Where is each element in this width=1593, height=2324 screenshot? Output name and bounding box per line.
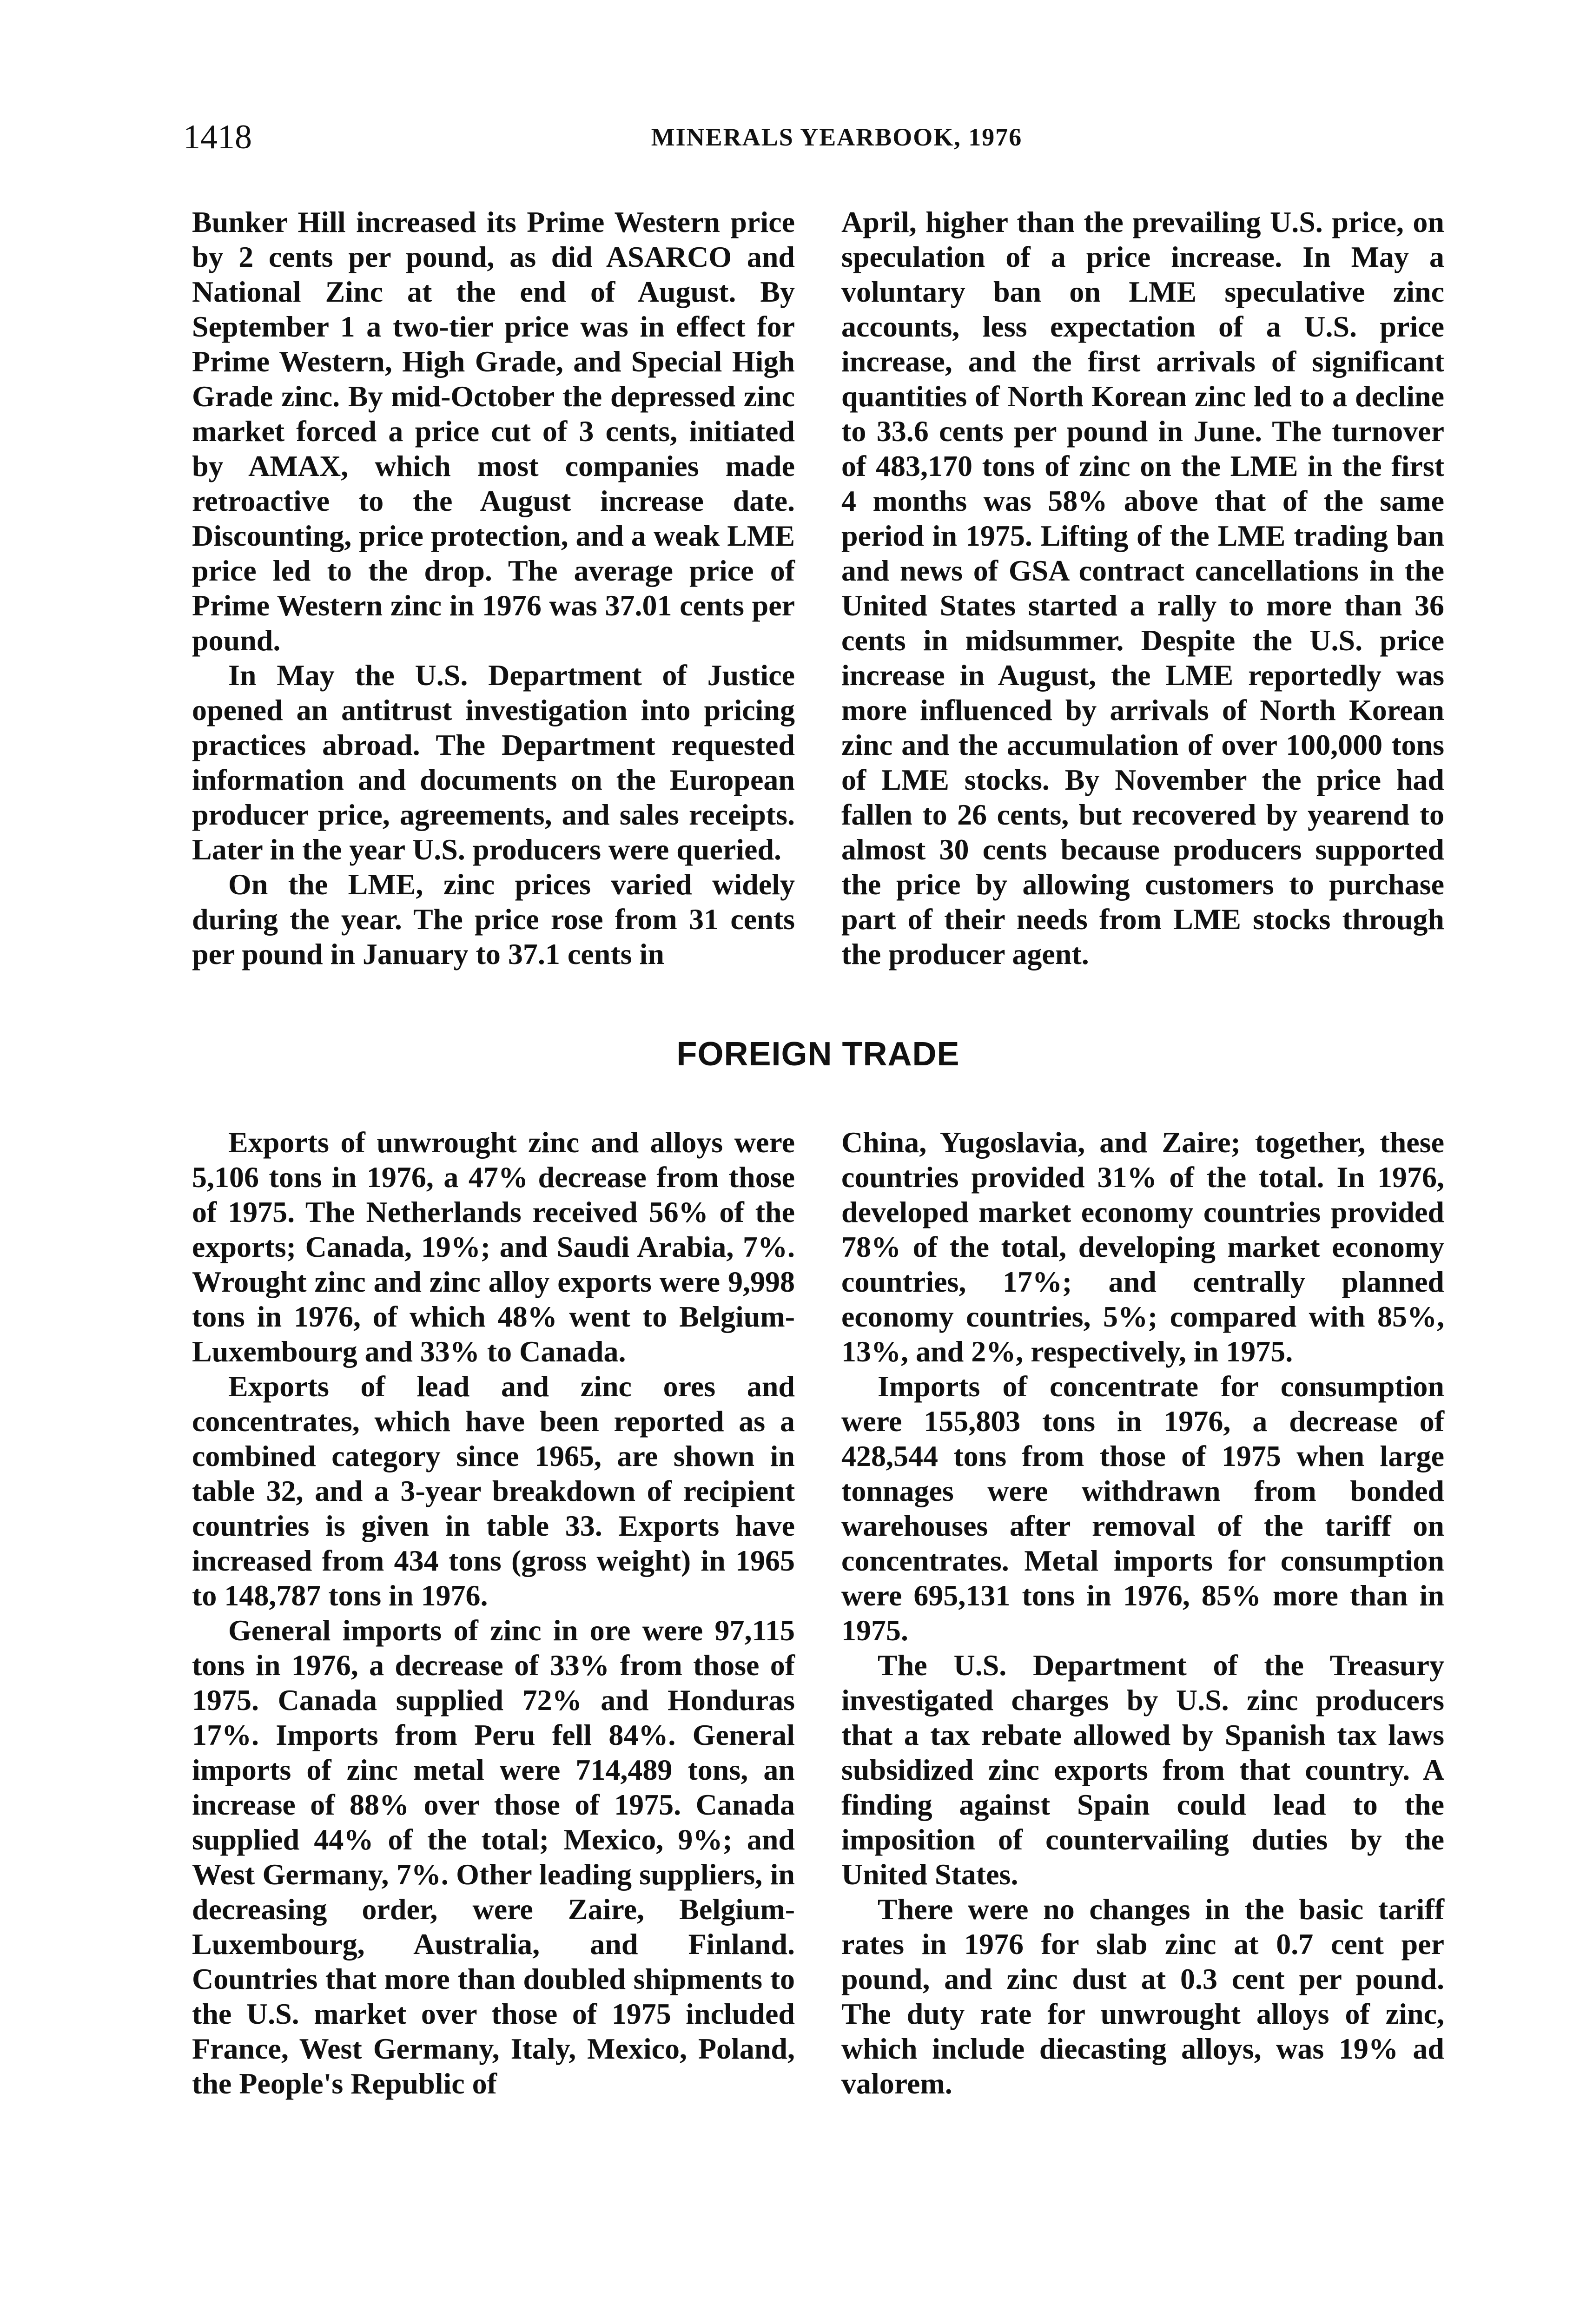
foreign-trade-left-column	[192, 1125, 795, 2101]
paragraph: Exports of lead and zinc ores and concentrates, which have been reported as a combined category since 1965, are shown in table 32, and a 3-year breakdown of recipient countries is given in table 33. Exports have increased from 434 tons (gross weight) in 1965 to 148,787 tons in 1976.	[192, 1370, 795, 1612]
prices-right-column	[841, 205, 1444, 971]
prices-left-column	[192, 205, 795, 971]
section-heading-foreign-trade: FOREIGN TRADE	[676, 1036, 960, 1073]
foreign-trade-right-column	[841, 1125, 1444, 2101]
running-title: MINERALS YEARBOOK, 1976	[651, 123, 1023, 151]
paragraph: There were no changes in the basic tariff rates in 1976 for slab zinc at 0.7 cent per pound, and zinc dust at 0.3 cent per pound. The duty rate for unwrought alloys of zinc, which include diecasting alloys, was 19% ad valorem.	[841, 1893, 1444, 2100]
paragraph: On the LME, zinc prices varied widely during the year. The price rose from 31 cents per pound in January to 37.1 cents in	[192, 868, 795, 971]
paragraph: Exports of unwrought zinc and alloys were 5,106 tons in 1976, a 47% decrease from those of 1975. The Netherlands received 56% of the exports; Canada, 19%; and Saudi Arabia, 7%. Wrought zinc and zinc alloy exports were 9,998 tons in 1976, of which 48% went to Belgium-Luxembourg and 33% to Canada.	[192, 1126, 795, 1368]
page-number: 1418	[183, 118, 252, 156]
paragraph: Imports of concentrate for consumption were 155,803 tons in 1976, a decrease of 428,544 tons from those of 1975 when large tonnages were withdrawn from bonded warehouses after removal of the tariff on concentrates. Metal imports for consumption were 695,131 tons in 1976, 85% more than in 1975.	[841, 1370, 1444, 1647]
paragraph: In May the U.S. Department of Justice opened an antitrust investigation into pricing practices abroad. The Department requested information and documents on the European producer price, agreements, and sales receipts. Later in the year U.S. producers were queried.	[192, 659, 795, 866]
paragraph: Bunker Hill increased its Prime Western price by 2 cents per pound, as did ASARCO and National Zinc at the end of August. By September 1 a two-tier price was in effect for Prime Western, High Grade, and Special High Grade zinc. By mid-October the depressed zinc market forced a price cut of 3 cents, initiated by AMAX, which most companies made retroactive to the August increase date. Discounting, price protection, and a weak LME price led to the drop. The average price of Prime Western zinc in 1976 was 37.01 cents per pound.	[192, 205, 795, 657]
paragraph: The U.S. Department of the Treasury investigated charges by U.S. zinc producers that a tax rebate allowed by Spanish tax laws subsidized zinc exports from that country. A finding against Spain could lead to the imposition of countervailing duties by the United States.	[841, 1649, 1444, 1891]
paragraph: April, higher than the prevailing U.S. price, on speculation of a price increase. In May a voluntary ban on LME speculative zinc accounts, less expectation of a U.S. price increase, and the first arrivals of significant quantities of North Korean zinc led to a decline to 33.6 cents per pound in June. The turnover of 483,170 tons of zinc on the LME in the first 4 months was 58% above that of the same period in 1975. Lifting of the LME trading ban and news of GSA contract cancellations in the United States started a rally to more than 36 cents in midsummer. Despite the U.S. price increase in August, the LME reportedly was more influenced by arrivals of North Korean zinc and the accumulation of over 100,000 tons of LME stocks. By November the price had fallen to 26 cents, but recovered by yearend to almost 30 cents because producers supported the price by allowing customers to purchase part of their needs from LME stocks through the producer agent.	[841, 205, 1444, 971]
paragraph: China, Yugoslavia, and Zaire; together, these countries provided 31% of the total. In 1976, developed market economy countries provided 78% of the total, developing market economy countries, 17%; and centrally planned economy countries, 5%; compared with 85%, 13%, and 2%, respectively, in 1975.	[841, 1126, 1444, 1368]
paragraph: General imports of zinc in ore were 97,115 tons in 1976, a decrease of 33% from those of 1975. Canada supplied 72% and Honduras 17%. Imports from Peru fell 84%. General imports of zinc metal were 714,489 tons, an increase of 88% over those of 1975. Canada supplied 44% of the total; Mexico, 9%; and West Germany, 7%. Other leading suppliers, in decreasing order, were Zaire, Belgium-Luxembourg, Australia, and Finland. Countries that more than doubled shipments to the U.S. market over those of 1975 included France, West Germany, Italy, Mexico, Poland, the People's Republic of	[192, 1614, 795, 2100]
